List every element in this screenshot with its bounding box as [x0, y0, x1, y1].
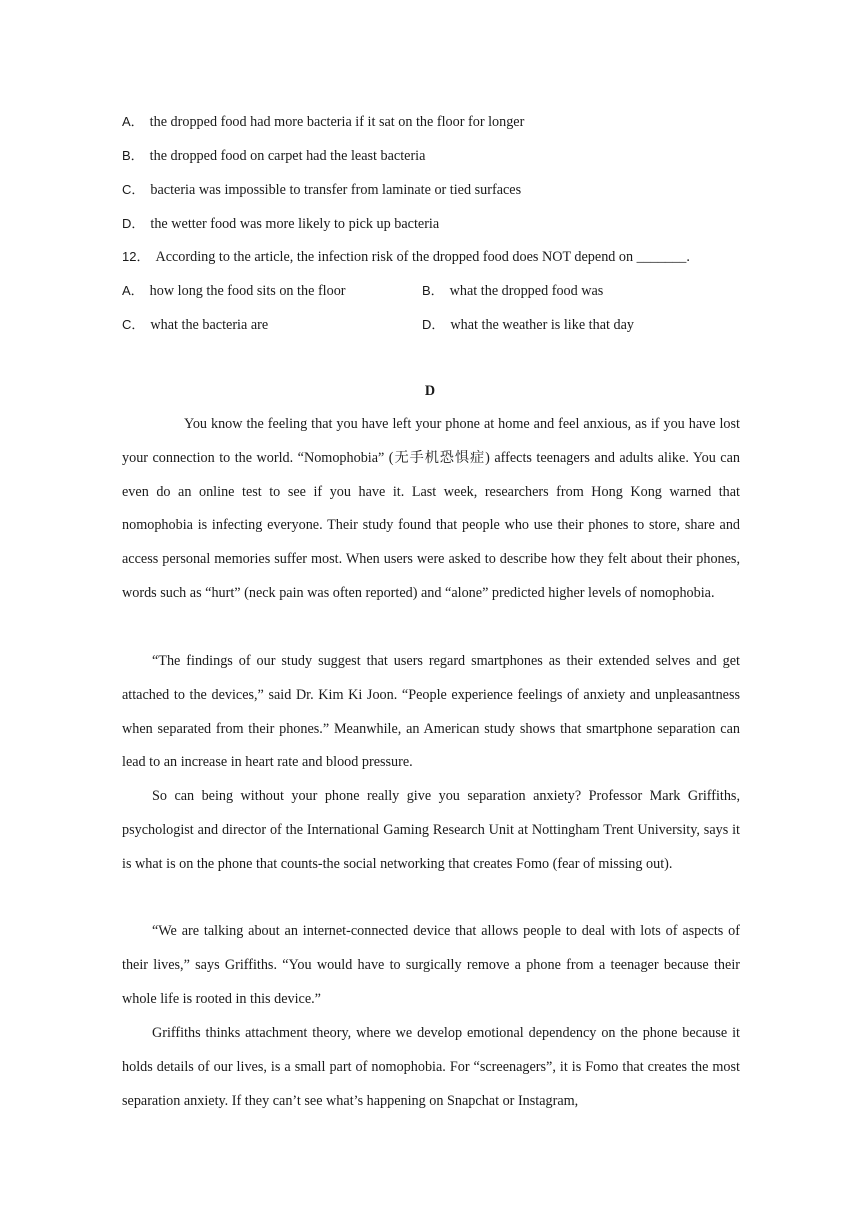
- option-label: D．: [422, 317, 445, 332]
- passage-paragraph-4: “We are talking about an internet-connected device that allows people to deal with lots of aspects of their lives,” says Griffiths. “You would have to surgically remove a phone from a teenager because their whole life is rooted in this device.”: [122, 923, 740, 1007]
- q12-options-row-1: [122, 282, 742, 300]
- option-label: A．: [122, 283, 144, 298]
- q12-stem: [122, 248, 690, 266]
- passage-heading: D: [424, 383, 436, 399]
- passage-paragraph-2: “The findings of our study suggest that users regard smartphones as their extended selves and get attached to the devices,” said Dr. Kim Ki Joon. “People experience feelings of anxiety and unpleasantness when separated from their phones.” Meanwhile, an American study shows that smartphone separation can lead to an increase in heart rate and blood pressure.: [122, 653, 740, 771]
- option-text: the wetter food was more likely to pick up bacteria: [150, 216, 440, 232]
- q11-option-b: [122, 147, 425, 165]
- option-text: bacteria was impossible to transfer from laminate or tied surfaces: [150, 182, 522, 198]
- passage-paragraph-5: Griffiths thinks attachment theory, where we develop emotional dependency on the phone because it holds details of our lives, is a small part of nomophobia. For “screenagers”, it is Fomo that creates the most separation anxiety. If they can’t see what’s happening on Snapchat or Instagram,: [122, 1025, 740, 1109]
- q11-option-c: [122, 181, 521, 199]
- option-text: what the bacteria are: [150, 317, 269, 333]
- q12-option-b: [422, 282, 603, 300]
- q12-option-d: [422, 316, 634, 334]
- option-text: how long the food sits on the floor: [149, 283, 346, 299]
- option-label: B．: [122, 148, 144, 163]
- q11-option-a: [122, 113, 524, 131]
- option-text: what the weather is like that day: [450, 317, 634, 333]
- q11-option-d: [122, 215, 439, 233]
- q12-option-c: [122, 317, 268, 333]
- option-text: the dropped food on carpet had the least bacteria: [149, 148, 426, 164]
- q12-option-a: [122, 283, 346, 299]
- passage-paragraph-1: You know the feeling that you have left your phone at home and feel anxious, as if you have lost your connection to the world. “Nomophobia” (无手机恐惧症) affects teenagers and adults alike. You can even do an online test to see if you have it. Last week, researchers from Hong Kong warned that nomophobia is infecting everyone. Their study found that people who use their phones to store, share and access personal memories suffer most. When users were asked to describe how they felt about their phones, words such as “hurt” (neck pain was often reported) and “alone” predicted higher levels of nomophobia.: [122, 416, 740, 601]
- option-label: D．: [122, 216, 145, 231]
- option-label: C．: [122, 317, 145, 332]
- option-text: what the dropped food was: [449, 283, 604, 299]
- passage-paragraph-3: So can being without your phone really give you separation anxiety? Professor Mark Griffiths, psychologist and director of the International Gaming Research Unit at Nottingham Trent University, says it is what is on the phone that counts-the social networking that creates Fomo (fear of missing out).: [122, 788, 740, 872]
- q12-options-row-2: [122, 316, 742, 334]
- option-label: B．: [422, 283, 444, 298]
- question-number: 12．: [122, 249, 150, 264]
- option-text: the dropped food had more bacteria if it sat on the floor for longer: [149, 114, 525, 130]
- option-label: A．: [122, 114, 144, 129]
- question-text: According to the article, the infection risk of the dropped food does NOT depend on _______.: [155, 249, 690, 265]
- option-label: C．: [122, 182, 145, 197]
